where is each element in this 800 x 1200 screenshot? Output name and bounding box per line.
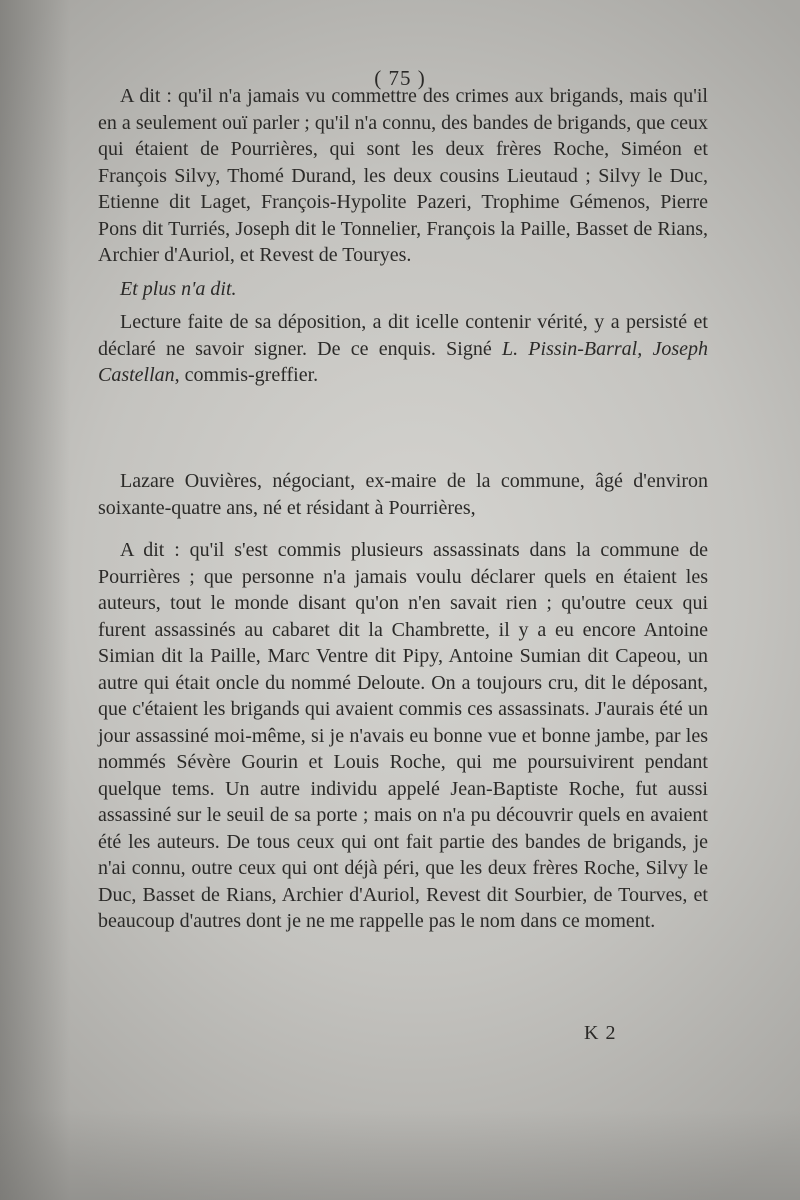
deposition-section-2	[98, 468, 708, 935]
closing-formula: Et plus n'a dit.	[120, 277, 237, 300]
page-number: ( 75 )	[374, 66, 426, 90]
signature-separator: ,	[637, 337, 643, 360]
reading-statement-text: Lecture faite de sa déposition, a dit icelle contenir vérité, y a persisté et déclaré ne savoir signer. De ce enquis. Signé	[98, 311, 708, 360]
witness-introduction: Lazare Ouvières, négociant, ex-maire de la commune, âgé d'environ soixante-quatre ans, né et résidant à Pourrières,	[98, 470, 708, 519]
signature-name: Joseph Castellan	[98, 337, 708, 386]
printer-signature-mark: K 2	[584, 1022, 617, 1044]
witness-testimony: A dit : qu'il s'est commis plusieurs assassinats dans la commune de Pourrières ; que personne n'a jamais voulu déclarer quels en étaient les auteurs, tout le monde disant qu'on n'en savait rien ; qu'outre ceux qui furent assassinés au cabaret dit la Chambrette, il y a eu encore Antoine Simian dit la Paille, Marc Ventre dit Pipy, Antoine Sumian dit Capeou, un autre qui était oncle du nommé Deloute. On a toujours cru, dit le déposant, que c'étaient les brigands qui avaient commis ces assassinats. J'aurais été un jour assassiné moi-même, si je n'avais eu bonne vue et bonne jambe, par les nommés Sévère Gourin et Louis Roche, qui me poursuivirent pendant quelque tems. Un autre individu appelé Jean-Baptiste Roche, fut aussi assassiné sur le seuil de sa porte ; mais on n'a pu découvrir quels en avaient été les auteurs. De tous ceux qui ont fait partie des bandes de brigands, je n'ai connu, outre ceux qui ont déjà péri, que les deux frères Roche, Silvy le Duc, Basset de Rians, Archier d'Auriol, Revest dit Sourbier, de Tourves, et beaucoup d'autres dont je ne me rappelle pas le nom dans ce moment.	[98, 539, 708, 932]
page-shadow-left	[0, 0, 70, 1200]
signature-name: L. Pissin-Barral	[501, 337, 638, 360]
deposition-section-1	[98, 83, 708, 389]
signature-role: , commis-greffier.	[174, 364, 319, 386]
deposition-paragraph: A dit : qu'il n'a jamais vu commettre des crimes aux brigands, mais qu'il en a seulement ouï parler ; qu'il n'a connu, des bandes de brigands, que ceux qui étaient de Pourrières, qui sont les deux frères Roche, Siméon et François Silvy, Thomé Durand, les deux cousins Lieutaud ; Silvy le Duc, Etienne dit Laget, François-Hypolite Pazeri, Trophime Gémenos, Pierre Pons dit Turriés, Joseph dit le Tonnelier, François la Paille, Basset de Rians, Archier d'Auriol, et Revest de Touryes.	[98, 85, 708, 266]
reading-statement	[98, 309, 708, 389]
page-shadow-bottom	[0, 1110, 800, 1200]
